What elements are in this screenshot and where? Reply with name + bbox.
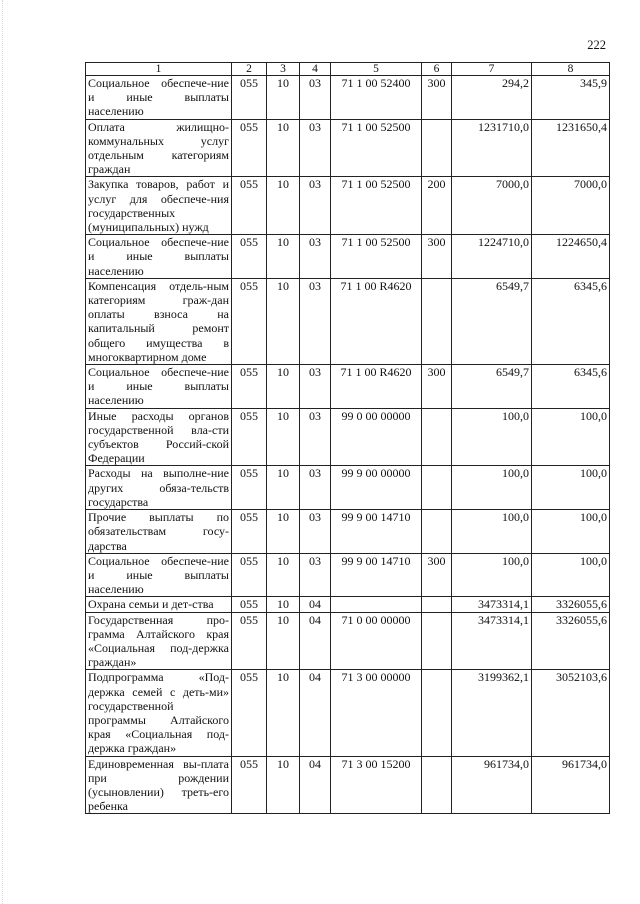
table-row <box>86 466 610 510</box>
table-row <box>86 177 610 235</box>
column-header-5: 5 <box>331 63 422 76</box>
item-name-cell: Социальное обеспече-ние и иные выплаты населению <box>86 365 232 409</box>
subsection-cell: 03 <box>300 466 331 510</box>
admin-code-cell: 055 <box>232 278 267 364</box>
admin-code-cell: 055 <box>232 597 267 612</box>
amount-year-2-cell: 3326055,6 <box>532 597 610 612</box>
column-header-6: 6 <box>422 63 452 76</box>
item-name-cell: Подпрограмма «Под-держка семей с деть-ми» государственной программы Алтайского края «Социальная под-держка граждан» <box>86 670 232 756</box>
amount-year-1-cell: 961734,0 <box>452 756 532 814</box>
amount-year-1-cell: 6549,7 <box>452 278 532 364</box>
table-row <box>86 670 610 756</box>
target-article-cell: 71 1 00 R4620 <box>331 365 422 409</box>
target-article-cell: 99 9 00 14710 <box>331 553 422 597</box>
item-name-cell: Государственная про-грамма Алтайского края «Социальная под-держка граждан» <box>86 612 232 670</box>
budget-table <box>85 62 610 814</box>
table-row <box>86 278 610 364</box>
column-header-8: 8 <box>532 63 610 76</box>
item-name-cell: Социальное обеспече-ние и иные выплаты населению <box>86 235 232 279</box>
expense-type-cell <box>422 408 452 466</box>
section-cell: 10 <box>267 235 300 279</box>
page-number: 222 <box>587 38 606 52</box>
item-name-cell: Единовременная вы-плата при рождении (усыновлении) треть-его ребенка <box>86 756 232 814</box>
amount-year-1-cell: 6549,7 <box>452 365 532 409</box>
subsection-cell: 03 <box>300 408 331 466</box>
expense-type-cell: 300 <box>422 365 452 409</box>
subsection-cell: 03 <box>300 365 331 409</box>
amount-year-2-cell: 3326055,6 <box>532 612 610 670</box>
amount-year-2-cell: 1224650,4 <box>532 235 610 279</box>
subsection-cell: 03 <box>300 119 331 177</box>
table-row <box>86 365 610 409</box>
item-name-cell: Закупка товаров, работ и услуг для обеспече-ния государственных (муниципальных) нужд <box>86 177 232 235</box>
expense-type-cell <box>422 119 452 177</box>
item-name-cell: Компенсация отдель-ным категориям граж-дан оплаты взноса на капитальный ремонт общего имущества в многоквартирном доме <box>86 278 232 364</box>
table-row <box>86 76 610 120</box>
expense-type-cell <box>422 278 452 364</box>
column-header-7: 7 <box>452 63 532 76</box>
amount-year-2-cell: 3052103,6 <box>532 670 610 756</box>
subsection-cell: 03 <box>300 553 331 597</box>
target-article-cell: 71 1 00 52500 <box>331 119 422 177</box>
section-cell: 10 <box>267 466 300 510</box>
section-cell: 10 <box>267 597 300 612</box>
amount-year-1-cell: 1231710,0 <box>452 119 532 177</box>
table-row <box>86 408 610 466</box>
admin-code-cell: 055 <box>232 76 267 120</box>
item-name-cell: Социальное обеспече-ние и иные выплаты населению <box>86 553 232 597</box>
admin-code-cell: 055 <box>232 177 267 235</box>
admin-code-cell: 055 <box>232 235 267 279</box>
subsection-cell: 04 <box>300 670 331 756</box>
column-header-4: 4 <box>300 63 331 76</box>
section-cell: 10 <box>267 76 300 120</box>
section-cell: 10 <box>267 365 300 409</box>
table-row <box>86 597 610 612</box>
amount-year-1-cell: 3473314,1 <box>452 612 532 670</box>
column-header-1: 1 <box>86 63 232 76</box>
target-article-cell: 99 0 00 00000 <box>331 408 422 466</box>
amount-year-2-cell: 1231650,4 <box>532 119 610 177</box>
section-cell: 10 <box>267 510 300 554</box>
subsection-cell: 04 <box>300 597 331 612</box>
subsection-cell: 03 <box>300 76 331 120</box>
amount-year-1-cell: 3199362,1 <box>452 670 532 756</box>
amount-year-1-cell: 100,0 <box>452 408 532 466</box>
subsection-cell: 03 <box>300 278 331 364</box>
section-cell: 10 <box>267 670 300 756</box>
target-article-cell: 71 1 00 R4620 <box>331 278 422 364</box>
admin-code-cell: 055 <box>232 365 267 409</box>
item-name-cell: Расходы на выполне-ние других обяза-тельств государства <box>86 466 232 510</box>
subsection-cell: 03 <box>300 235 331 279</box>
admin-code-cell: 055 <box>232 119 267 177</box>
subsection-cell: 04 <box>300 612 331 670</box>
target-article-cell: 99 9 00 14710 <box>331 510 422 554</box>
amount-year-1-cell: 294,2 <box>452 76 532 120</box>
admin-code-cell: 055 <box>232 553 267 597</box>
amount-year-2-cell: 6345,6 <box>532 278 610 364</box>
expense-type-cell: 300 <box>422 235 452 279</box>
table-row <box>86 235 610 279</box>
target-article-cell: 71 3 00 15200 <box>331 756 422 814</box>
expense-type-cell <box>422 756 452 814</box>
target-article-cell: 99 9 00 00000 <box>331 466 422 510</box>
section-cell: 10 <box>267 553 300 597</box>
expense-type-cell: 300 <box>422 553 452 597</box>
expense-type-cell: 200 <box>422 177 452 235</box>
table-row <box>86 612 610 670</box>
section-cell: 10 <box>267 756 300 814</box>
subsection-cell: 03 <box>300 177 331 235</box>
table-row <box>86 553 610 597</box>
admin-code-cell: 055 <box>232 670 267 756</box>
item-name-cell: Социальное обеспече-ние и иные выплаты населению <box>86 76 232 120</box>
subsection-cell: 03 <box>300 510 331 554</box>
expense-type-cell: 300 <box>422 76 452 120</box>
amount-year-2-cell: 345,9 <box>532 76 610 120</box>
expense-type-cell <box>422 612 452 670</box>
amount-year-2-cell: 100,0 <box>532 408 610 466</box>
admin-code-cell: 055 <box>232 612 267 670</box>
item-name-cell: Оплата жилищно-коммунальных услуг отдельным категориям граждан <box>86 119 232 177</box>
amount-year-2-cell: 6345,6 <box>532 365 610 409</box>
admin-code-cell: 055 <box>232 510 267 554</box>
table-row <box>86 510 610 554</box>
target-article-cell: 71 1 00 52400 <box>331 76 422 120</box>
section-cell: 10 <box>267 177 300 235</box>
expense-type-cell <box>422 670 452 756</box>
section-cell: 10 <box>267 278 300 364</box>
admin-code-cell: 055 <box>232 466 267 510</box>
amount-year-2-cell: 100,0 <box>532 466 610 510</box>
amount-year-1-cell: 100,0 <box>452 553 532 597</box>
expense-type-cell <box>422 466 452 510</box>
item-name-cell: Охрана семьи и дет-ства <box>86 597 232 612</box>
section-cell: 10 <box>267 408 300 466</box>
admin-code-cell: 055 <box>232 756 267 814</box>
item-name-cell: Иные расходы органов государственной вла-сти субъектов Россий-ской Федерации <box>86 408 232 466</box>
table-header-row <box>86 63 610 76</box>
target-article-cell <box>331 597 422 612</box>
amount-year-1-cell: 3473314,1 <box>452 597 532 612</box>
column-header-2: 2 <box>232 63 267 76</box>
admin-code-cell: 055 <box>232 408 267 466</box>
subsection-cell: 04 <box>300 756 331 814</box>
target-article-cell: 71 1 00 52500 <box>331 235 422 279</box>
target-article-cell: 71 0 00 00000 <box>331 612 422 670</box>
item-name-cell: Прочие выплаты по обязательствам госу-дарства <box>86 510 232 554</box>
amount-year-2-cell: 100,0 <box>532 510 610 554</box>
amount-year-2-cell: 100,0 <box>532 553 610 597</box>
table-row <box>86 756 610 814</box>
column-header-3: 3 <box>267 63 300 76</box>
section-cell: 10 <box>267 119 300 177</box>
section-cell: 10 <box>267 612 300 670</box>
expense-type-cell <box>422 597 452 612</box>
amount-year-1-cell: 1224710,0 <box>452 235 532 279</box>
table-row <box>86 119 610 177</box>
scan-margin-line <box>2 0 7 904</box>
amount-year-1-cell: 7000,0 <box>452 177 532 235</box>
amount-year-1-cell: 100,0 <box>452 466 532 510</box>
amount-year-2-cell: 7000,0 <box>532 177 610 235</box>
target-article-cell: 71 1 00 52500 <box>331 177 422 235</box>
target-article-cell: 71 3 00 00000 <box>331 670 422 756</box>
amount-year-2-cell: 961734,0 <box>532 756 610 814</box>
expense-type-cell <box>422 510 452 554</box>
amount-year-1-cell: 100,0 <box>452 510 532 554</box>
